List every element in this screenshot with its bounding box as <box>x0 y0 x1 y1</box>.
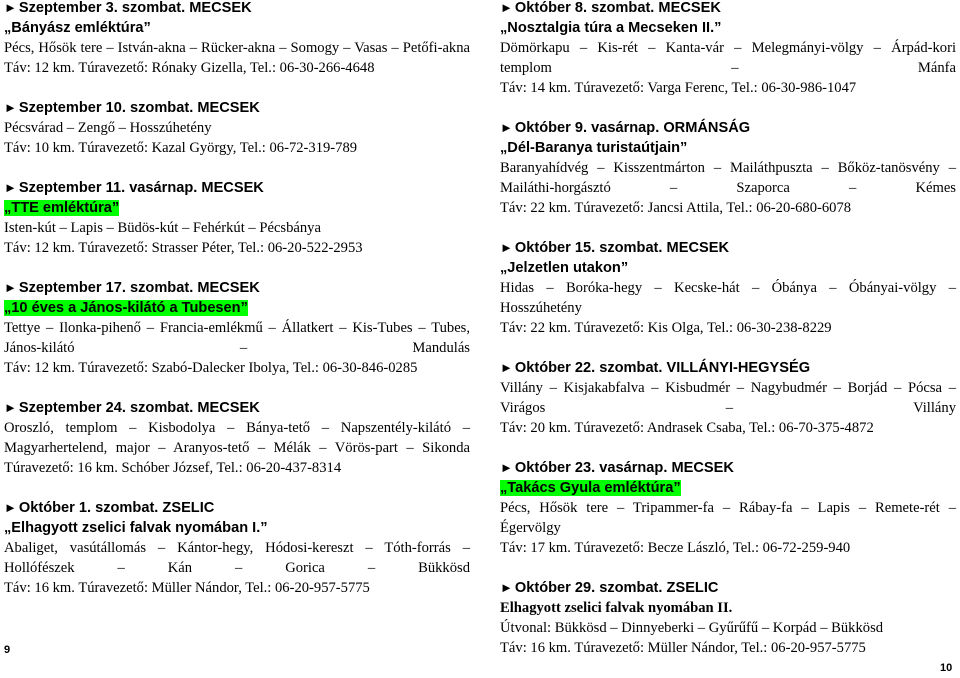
entry-heading <box>500 578 956 598</box>
entry-info: Táv: 10 km. Túravezető: Kazal György, Tel.: 06-72-319-789 <box>4 140 358 156</box>
entry-route: Pécs, Hősök tere – Tripammer-fa – Rábay-fa – Lapis – Remete-rét – Égervölgy <box>500 500 956 536</box>
entry-heading <box>500 358 956 378</box>
entry-heading <box>4 398 470 418</box>
entry-region: MECSEK <box>197 400 260 416</box>
entry-region: MECSEK <box>666 240 729 256</box>
entry-date: Október 15. szombat. <box>514 240 663 256</box>
entry-info: Táv: 20 km. Túravezető: Andrasek Csaba, Tel.: 06-70-375-4872 <box>500 420 874 436</box>
entry-date: Október 22. szombat. <box>514 360 663 376</box>
entry-title: „Dél-Baranya turistaútjain” <box>500 140 688 156</box>
entry-route: Tettye – Ilonka-pihenő – Francia-emlékmű – Állatkert – Kis-Tubes – Tubes, János-kilátó – Mandulás <box>4 320 470 356</box>
entry-date: Október 1. szombat. <box>18 500 159 516</box>
hike-entry <box>4 178 470 258</box>
entry-info: Táv: 14 km. Túravezető: Varga Ferenc, Tel.: 06-30-986-1047 <box>500 80 857 96</box>
arrow-icon: ► <box>500 240 513 255</box>
hike-entry <box>500 358 956 438</box>
arrow-icon: ► <box>4 280 17 295</box>
entry-region: MECSEK <box>671 460 734 476</box>
entry-heading <box>4 278 470 298</box>
entry-heading <box>500 458 956 478</box>
hike-entry <box>500 0 956 98</box>
arrow-icon: ► <box>500 120 513 135</box>
entry-date: Október 9. vasárnap. <box>514 120 660 136</box>
hike-entry <box>4 498 470 598</box>
entry-info: Táv: 22 km. Túravezető: Kis Olga, Tel.: 06-30-238-8229 <box>500 320 832 336</box>
entry-title: „Elhagyott zselici falvak nyomában I.” <box>4 520 268 536</box>
hike-entry <box>4 278 470 378</box>
left-column <box>4 0 470 618</box>
entry-region: MECSEK <box>197 280 260 296</box>
entry-info: Táv: 22 km. Túravezető: Jancsi Attila, Tel.: 06-20-680-6078 <box>500 200 852 216</box>
arrow-icon: ► <box>500 360 513 375</box>
entry-route: Dömörkapu – Kis-rét – Kanta-vár – Melegmányi-völgy – Árpád-kori templom – Mánfa <box>500 40 956 76</box>
entry-date: Szeptember 11. vasárnap. <box>18 180 198 196</box>
entry-date: Szeptember 3. szombat. <box>18 0 186 16</box>
entry-title: „10 éves a János-kilátó a Tubesen” <box>4 300 248 316</box>
page-number-left: 9 <box>4 644 11 656</box>
arrow-icon: ► <box>4 100 17 115</box>
entry-title: „Takács Gyula emléktúra” <box>500 480 681 496</box>
entry-title-row <box>4 198 470 218</box>
entry-route: Villány – Kisjakabfalva – Kisbudmér – Nagybudmér – Borjád – Pócsa – Virágos – Villány <box>500 380 956 416</box>
entry-heading <box>500 0 956 18</box>
right-column <box>500 0 956 678</box>
entry-region: VILLÁNYI-HEGYSÉG <box>666 360 811 376</box>
entry-region: ORMÁNSÁG <box>663 120 751 136</box>
arrow-icon: ► <box>4 400 17 415</box>
entry-region: ZSELIC <box>162 500 215 516</box>
entry-heading <box>4 498 470 518</box>
hike-entry <box>500 238 956 338</box>
entry-info: Táv: 12 km. Túravezető: Strasser Péter, Tel.: 06-20-522-2953 <box>4 240 363 256</box>
hike-entry <box>4 98 470 158</box>
entry-route: Oroszló, templom – Kisbodolya – Bánya-tető – Napszentély-kilátó – Magyarhertelend, major – Aranyos-tető – Mélák – Vörös-part – Sikonda <box>4 420 470 456</box>
entry-date: Szeptember 10. szombat. <box>18 100 194 116</box>
entry-region: MECSEK <box>201 180 264 196</box>
arrow-icon: ► <box>4 0 17 15</box>
page-number-right: 10 <box>940 662 953 674</box>
arrow-icon: ► <box>4 180 17 195</box>
entry-title: Elhagyott zselici falvak nyomában II. <box>500 600 733 616</box>
hike-entry <box>500 118 956 218</box>
entry-title-row <box>4 298 470 318</box>
entry-region: ZSELIC <box>666 580 719 596</box>
entry-heading <box>500 118 956 138</box>
entry-date: Október 8. szombat. <box>514 0 655 16</box>
entry-date: Szeptember 24. szombat. <box>18 400 194 416</box>
entry-info: Táv: 12 km. Túravezető: Szabó-Dalecker Ibolya, Tel.: 06-30-846-0285 <box>4 360 418 376</box>
entry-info: Táv: 16 km. Túravezető: Müller Nándor, Tel.: 06-20-957-5775 <box>500 640 866 656</box>
entry-title: „Jelzetlen utakon” <box>500 260 629 276</box>
entry-title: „TTE emléktúra” <box>4 200 120 216</box>
entry-route: Abaliget, vasútállomás – Kántor-hegy, Hódosi-kereszt – Tóth-forrás – Hollófészek – Kán – Gorica – Bükkösd <box>4 540 470 576</box>
hike-entry <box>500 578 956 658</box>
entry-route: Isten-kút – Lapis – Büdös-kút – Fehérkút – Pécsbánya <box>4 220 321 236</box>
entry-heading <box>4 98 470 118</box>
entry-date: Október 29. szombat. <box>514 580 663 596</box>
arrow-icon: ► <box>4 500 17 515</box>
entry-route: Pécsvárad – Zengő – Hosszúhetény <box>4 120 212 136</box>
entry-route: Baranyahídvég – Kisszentmárton – Mailáthpuszta – Bőköz-tanösvény – Mailáthi-horgásztó – Szaporca – Kémes <box>500 160 956 196</box>
entry-title: „Bányász emléktúra” <box>4 20 151 36</box>
hike-entry <box>500 458 956 558</box>
entry-title: „Nosztalgia túra a Mecseken II.” <box>500 20 722 36</box>
arrow-icon: ► <box>500 0 513 15</box>
entry-heading <box>4 178 470 198</box>
entry-date: Október 23. vasárnap. <box>514 460 668 476</box>
arrow-icon: ► <box>500 460 513 475</box>
entry-route: Pécs, Hősök tere – István-akna – Rücker-akna – Somogy – Vasas – Petőfi-akna <box>4 40 470 56</box>
entry-info: Táv: 17 km. Túravezető: Becze László, Tel.: 06-72-259-940 <box>500 540 851 556</box>
arrow-icon: ► <box>500 580 513 595</box>
entry-region: MECSEK <box>189 0 252 16</box>
hike-entry <box>4 398 470 478</box>
entry-info: Túravezető: 16 km. Schóber József, Tel.: 06-20-437-8314 <box>4 460 342 476</box>
entry-region: MECSEK <box>658 0 721 16</box>
entry-info: Táv: 16 km. Túravezető: Müller Nándor, Tel.: 06-20-957-5775 <box>4 580 370 596</box>
entry-route: Hidas – Boróka-hegy – Kecske-hát – Óbánya – Óbányai-völgy – Hosszúhetény <box>500 280 956 316</box>
entry-info: Táv: 12 km. Túravezető: Rónaky Gizella, Tel.: 06-30-266-4648 <box>4 60 375 76</box>
entry-heading <box>4 0 470 18</box>
entry-region: MECSEK <box>197 100 260 116</box>
entry-date: Szeptember 17. szombat. <box>18 280 194 296</box>
hike-entry <box>4 0 470 78</box>
entry-route: Útvonal: Bükkösd – Dinnyeberki – Gyűrűfű – Korpád – Bükkösd <box>500 620 884 636</box>
entry-title-row <box>500 478 956 498</box>
entry-heading <box>500 238 956 258</box>
